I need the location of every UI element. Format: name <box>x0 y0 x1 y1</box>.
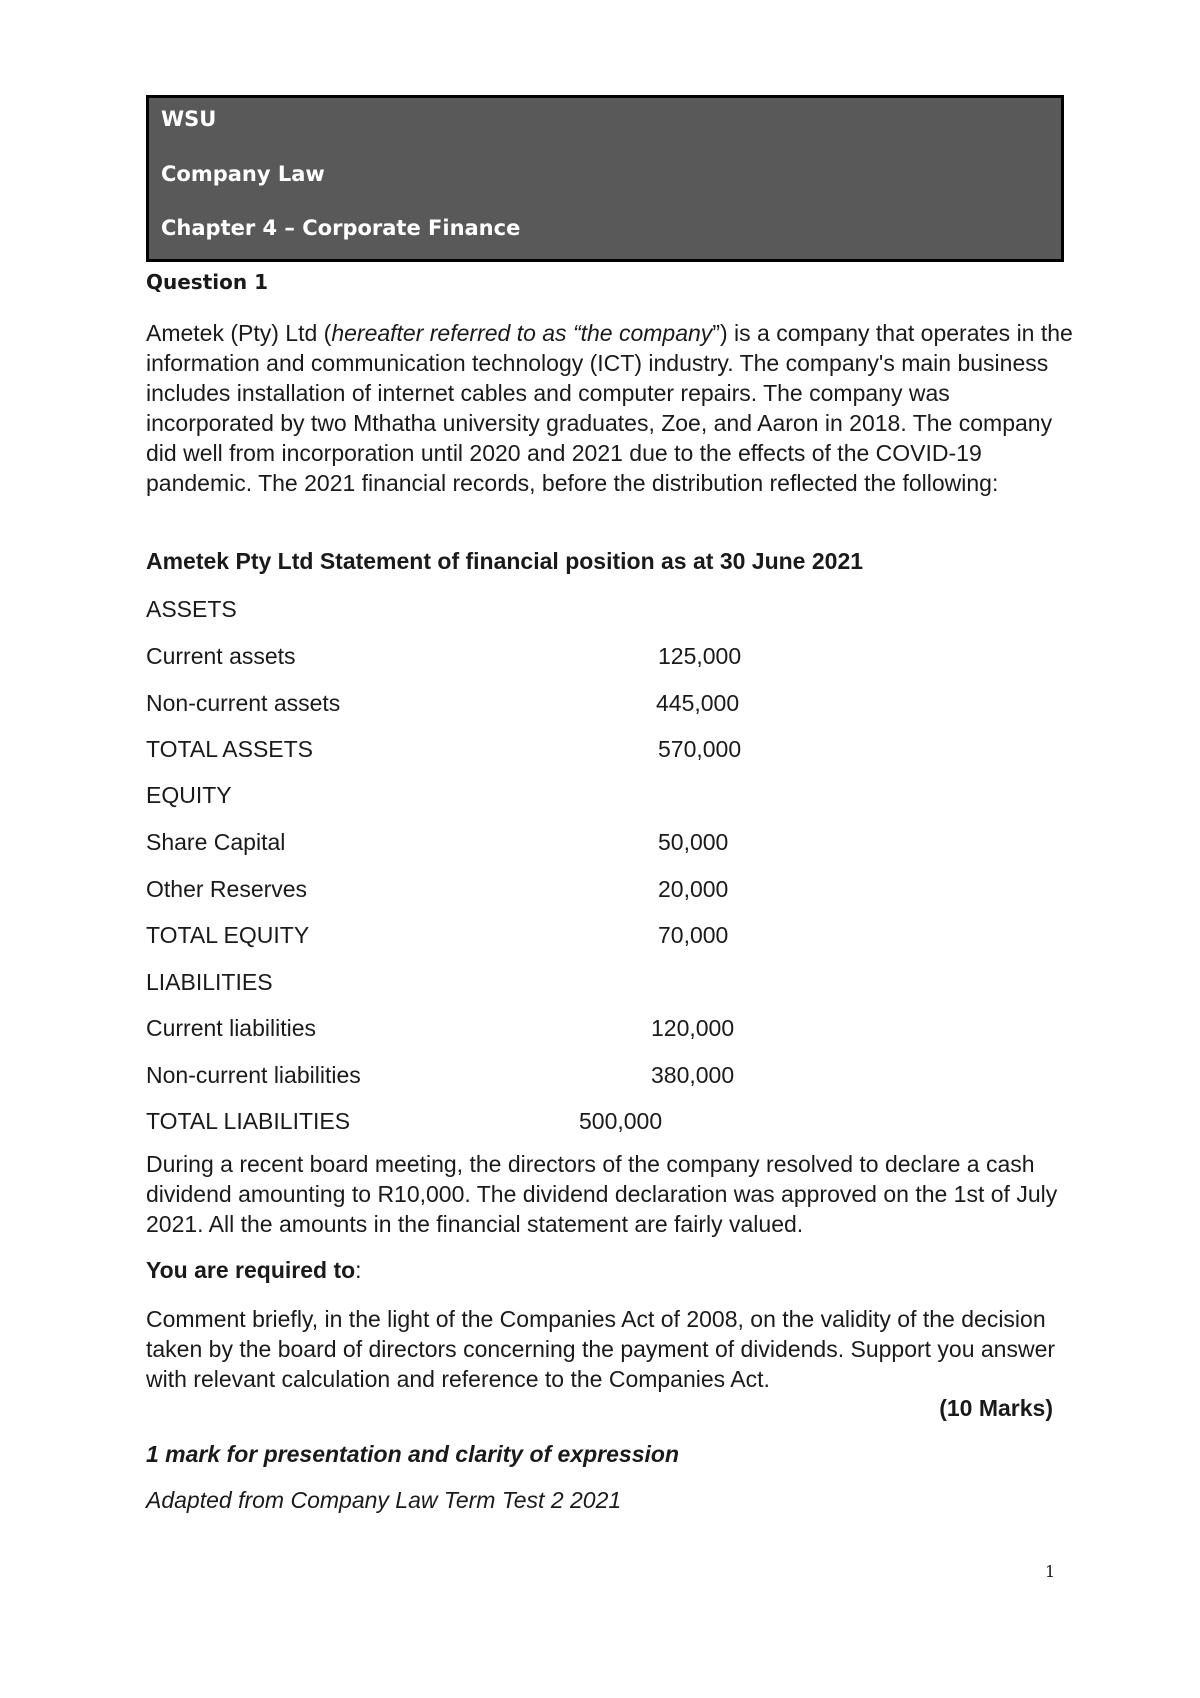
source-note: Adapted from Company Law Term Test 2 2021 <box>146 1487 622 1513</box>
noncurrent-liabilities-value: 380,000 <box>651 1062 735 1088</box>
required-heading <box>146 1257 362 1284</box>
current-assets-value: 125,000 <box>658 643 742 669</box>
equity-heading: EQUITY <box>146 782 232 808</box>
total-equity-label: TOTAL EQUITY <box>146 922 310 948</box>
share-capital-label: Share Capital <box>146 829 286 855</box>
total-assets-label: TOTAL ASSETS <box>146 736 314 762</box>
required-label: You are required to <box>146 1257 356 1283</box>
current-assets-label: Current assets <box>146 643 296 669</box>
current-liabilities-value: 120,000 <box>651 1015 735 1041</box>
header-institution: WSU <box>161 107 217 131</box>
statement-title: Ametek Pty Ltd Statement of financial position as at 30 June 2021 <box>146 548 864 574</box>
required-comment: Comment briefly, in the light of the Companies Act of 2008, on the validity of the decision taken by the board of directors concerning the payment of dividends. Support you answer with relevant calculation and reference to the Companies Act. <box>146 1306 1056 1392</box>
header-banner <box>146 95 1064 262</box>
presentation-note: 1 mark for presentation and clarity of expression <box>146 1441 679 1467</box>
share-capital-value: 50,000 <box>658 829 729 855</box>
intro-italic: hereafter referred to as “the company <box>331 320 713 346</box>
noncurrent-liabilities-label: Non-current liabilities <box>146 1062 361 1088</box>
noncurrent-assets-label: Non-current assets <box>146 690 341 716</box>
total-assets-value: 570,000 <box>658 736 742 762</box>
intro-start: Ametek (Pty) Ltd ( <box>146 320 332 346</box>
header-course: Company Law <box>161 162 325 186</box>
total-liabilities-value: 500,000 <box>579 1108 663 1134</box>
marks-allocation: (10 Marks) <box>939 1395 1053 1421</box>
header-chapter: Chapter 4 – Corporate Finance <box>161 216 521 240</box>
liabilities-heading: LIABILITIES <box>146 969 273 995</box>
other-reserves-value: 20,000 <box>658 876 729 902</box>
page-number: 1 <box>1045 1562 1056 1581</box>
intro-rest: ”) is a company that operates in the information and communication technology (ICT) industry. The company's main business includes installation of internet cables and computer repairs. The company was incorporated by two Mthatha university graduates, Zoe, and Aaron in 2018. The company did well from incorporation until 2020 and 2021 due to the effects of the COVID-19 pandemic. The 2021 financial records, before the distribution reflected the following: <box>146 320 1073 496</box>
total-liabilities-label: TOTAL LIABILITIES <box>146 1108 351 1134</box>
total-equity-value: 70,000 <box>658 922 729 948</box>
dividend-paragraph: During a recent board meeting, the directors of the company resolved to declare a cash dividend amounting to R10,000. The dividend declaration was approved on the 1st of July 2021. All the amounts in the financial statement are fairly valued. <box>146 1151 1058 1237</box>
question-intro <box>146 318 1076 498</box>
assets-heading: ASSETS <box>146 596 237 622</box>
other-reserves-label: Other Reserves <box>146 876 308 902</box>
question-title: Question 1 <box>146 270 268 294</box>
required-colon: : <box>355 1257 362 1283</box>
current-liabilities-label: Current liabilities <box>146 1015 317 1041</box>
noncurrent-assets-value: 445,000 <box>656 690 740 716</box>
